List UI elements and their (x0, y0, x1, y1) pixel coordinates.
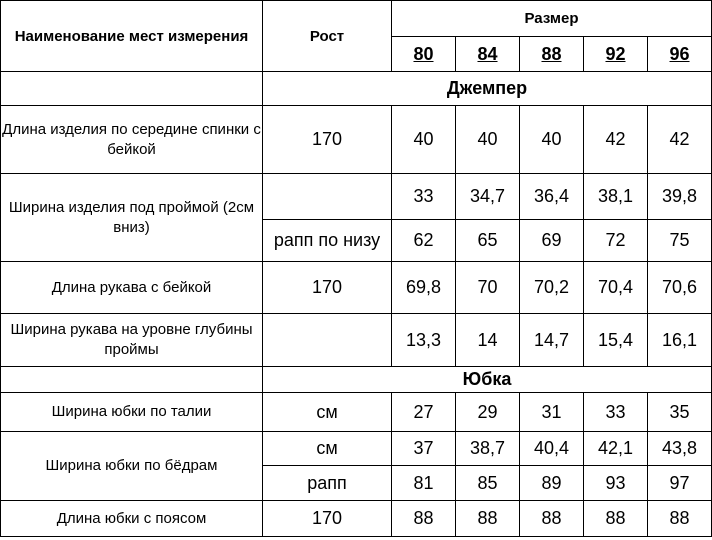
section-row (1, 72, 712, 106)
table-row (1, 501, 712, 537)
value-cell: 93 (584, 466, 648, 501)
table-row (1, 314, 712, 367)
measurement-name: Ширина рукава на уровне глубины проймы (1, 314, 263, 367)
table-row (1, 106, 712, 174)
height-cell (263, 174, 392, 220)
size-header: 80 (392, 37, 456, 72)
name-column-header: Наименование мест измерения (1, 1, 263, 72)
value-cell: 62 (392, 220, 456, 262)
value-cell: 69,8 (392, 262, 456, 314)
table-row (1, 432, 712, 466)
height-cell: см (263, 393, 392, 432)
value-cell: 15,4 (584, 314, 648, 367)
value-cell: 29 (456, 393, 520, 432)
measurement-name: Ширина изделия под проймой (2см вниз) (1, 174, 263, 262)
value-cell: 36,4 (520, 174, 584, 220)
value-cell: 40 (392, 106, 456, 174)
value-cell: 40 (520, 106, 584, 174)
value-cell: 40 (456, 106, 520, 174)
value-cell: 70,4 (584, 262, 648, 314)
value-cell: 35 (648, 393, 712, 432)
empty-cell (1, 72, 263, 106)
value-cell: 72 (584, 220, 648, 262)
header-row (1, 1, 712, 37)
value-cell: 38,7 (456, 432, 520, 466)
size-header: 96 (648, 37, 712, 72)
table-row (1, 174, 712, 220)
value-cell: 34,7 (456, 174, 520, 220)
value-cell: 39,8 (648, 174, 712, 220)
table-row (1, 393, 712, 432)
value-cell: 27 (392, 393, 456, 432)
section-title-skirt: Юбка (263, 367, 712, 393)
value-cell: 70 (456, 262, 520, 314)
value-cell: 75 (648, 220, 712, 262)
value-cell: 88 (520, 501, 584, 537)
measurement-name: Длина рукава с бейкой (1, 262, 263, 314)
value-cell: 33 (392, 174, 456, 220)
height-cell (263, 314, 392, 367)
value-cell: 14 (456, 314, 520, 367)
height-cell: 170 (263, 106, 392, 174)
value-cell: 97 (648, 466, 712, 501)
value-cell: 69 (520, 220, 584, 262)
height-cell: 170 (263, 262, 392, 314)
value-cell: 37 (392, 432, 456, 466)
height-cell: см (263, 432, 392, 466)
value-cell: 40,4 (520, 432, 584, 466)
value-cell: 13,3 (392, 314, 456, 367)
value-cell: 88 (392, 501, 456, 537)
value-cell: 43,8 (648, 432, 712, 466)
height-cell: рапп по низу (263, 220, 392, 262)
value-cell: 88 (456, 501, 520, 537)
value-cell: 42,1 (584, 432, 648, 466)
table-row (1, 262, 712, 314)
value-cell: 85 (456, 466, 520, 501)
value-cell: 81 (392, 466, 456, 501)
value-cell: 88 (648, 501, 712, 537)
value-cell: 31 (520, 393, 584, 432)
value-cell: 16,1 (648, 314, 712, 367)
section-row (1, 367, 712, 393)
value-cell: 89 (520, 466, 584, 501)
value-cell: 88 (584, 501, 648, 537)
value-cell: 42 (584, 106, 648, 174)
measurement-name: Длина изделия по середине спинки с бейкой (1, 106, 263, 174)
value-cell: 33 (584, 393, 648, 432)
measurement-name: Ширина юбки по бёдрам (1, 432, 263, 501)
measurement-name: Ширина юбки по талии (1, 393, 263, 432)
value-cell: 70,2 (520, 262, 584, 314)
size-header: 92 (584, 37, 648, 72)
height-cell: 170 (263, 501, 392, 537)
size-header: 88 (520, 37, 584, 72)
value-cell: 38,1 (584, 174, 648, 220)
height-cell: рапп (263, 466, 392, 501)
value-cell: 65 (456, 220, 520, 262)
measurement-name: Длина юбки с поясом (1, 501, 263, 537)
value-cell: 70,6 (648, 262, 712, 314)
value-cell: 42 (648, 106, 712, 174)
empty-cell (1, 367, 263, 393)
section-title-jumper: Джемпер (263, 72, 712, 106)
size-column-header: Размер (392, 1, 712, 37)
size-header: 84 (456, 37, 520, 72)
height-column-header: Рост (263, 1, 392, 72)
value-cell: 14,7 (520, 314, 584, 367)
